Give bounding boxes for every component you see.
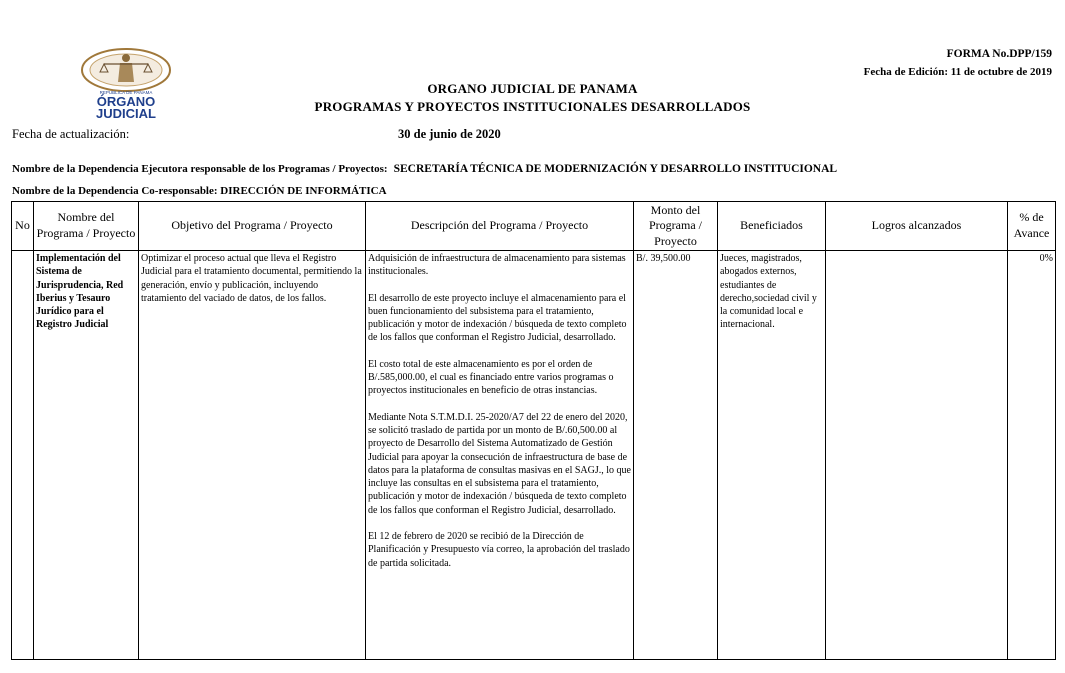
cell-monto: B/. 39,500.00 [634, 251, 718, 660]
executing-dependency-value: SECRETARÍA TÉCNICA DE MODERNIZACIÓN Y DESARROLLO INSTITUCIONAL [393, 163, 838, 175]
cell-nombre: Implementación del Sistema de Jurisprudencia, Red Iberius y Tesauro Jurídico para el Registro Judicial [34, 251, 139, 660]
description-paragraph: El 12 de febrero de 2020 se recibió de la Dirección de Planificación y Presupuesto vía correo, la aprobación del traslado de partida solicitada. [368, 531, 630, 569]
executing-dependency-label: Nombre de la Dependencia Ejecutora responsable de los Programas / Proyectos: [12, 163, 388, 175]
description-paragraph: Adquisición de infraestructura de almacenamiento para sistemas institucionales. [368, 253, 626, 278]
coresponsible-dependency-label: Nombre de la Dependencia Co-responsable: [12, 185, 218, 197]
update-date-label: Fecha de actualización: [12, 127, 130, 141]
cell-logros [826, 251, 1008, 660]
header-objetivo: Objetivo del Programa / Proyecto [139, 202, 366, 251]
cell-avance: 0% [1008, 251, 1056, 660]
header-no: No [12, 202, 34, 251]
header-nombre: Nombre del Programa / Proyecto [34, 202, 139, 251]
table-header-row [12, 202, 1056, 251]
logo-line2: JUDICIAL [96, 106, 156, 120]
programs-table [11, 201, 1056, 660]
table-row [12, 251, 1056, 660]
edition-date: Fecha de Edición: 11 de octubre de 2019 [863, 66, 1052, 78]
description-paragraph: El desarrollo de este proyecto incluye el almacenamiento para el buen funcionamiento del subsistema para el tratamiento, publicación y motor de indexación / búsqueda de texto completo de los fallos que conforman el Registro Judicial, desarrollado. [368, 292, 627, 344]
coresponsible-dependency [12, 185, 387, 197]
document-title-line1: ORGANO JUDICIAL DE PANAMA [427, 81, 638, 96]
logo-top-text: REPUBLICA DE PANAMA [99, 90, 153, 95]
form-number: FORMA No.DPP/159 [946, 48, 1052, 60]
description-paragraph: El costo total de este almacenamiento es por el orden de B/.585,000.00, el cual es financiado entre varios programas o proyectos institucionales en beneficio de otras instancias. [368, 358, 614, 397]
header-avance: % de Avance [1008, 202, 1056, 251]
cell-beneficiados: Jueces, magistrados, abogados externos, estudiantes de derecho,sociedad civil y la comunidad local e internacional. [718, 251, 826, 660]
description-paragraph: Mediante Nota S.T.M.D.I. 25-2020/A7 del 22 de enero del 2020, se solicitó traslado de partida por un monto de B/.60,500.00 al proyecto de Desarrollo del Sistema Automatizado de Gestión Judicial para apoyar la consecución de infraestructura de base de datos para la plataforma de consultas masivas en el SAGJ., lo que incluye las consultas en el subsistema para el tratamiento, publicación y motor de indexación / búsqueda de texto completo de los fallos que conforman el Registro Judicial, desarrollado. [368, 411, 631, 516]
cell-no [12, 251, 34, 660]
executing-dependency [12, 163, 837, 175]
logo-line1: ÓRGANO [96, 94, 156, 109]
header-logros: Logros alcanzados [826, 202, 1008, 251]
header-monto: Monto del Programa / Proyecto [634, 202, 718, 251]
update-date-value: 30 de junio de 2020 [398, 127, 501, 141]
cell-descripcion [366, 251, 634, 660]
coresponsible-dependency-value: DIRECCIÓN DE INFORMÁTICA [220, 185, 387, 197]
document-title-line2: PROGRAMAS Y PROYECTOS INSTITUCIONALES DESARROLLADOS [314, 99, 751, 114]
header-beneficiados: Beneficiados [718, 202, 826, 251]
header-descripcion: Descripción del Programa / Proyecto [366, 202, 634, 251]
cell-objetivo: Optimizar el proceso actual que lleva el Registro Judicial para el tratamiento documental, permitiendo la generación, envío y publicación, incluyendo tratamiento del vaciado de datos, de los fallos. [139, 251, 366, 660]
